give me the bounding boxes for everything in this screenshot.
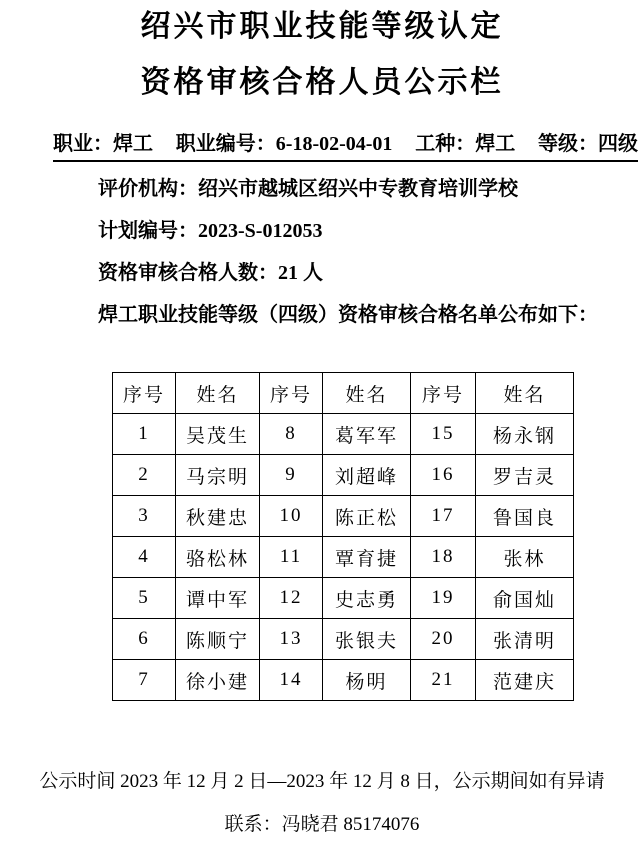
cell-name: 杨永钢	[476, 414, 574, 455]
footer-notice: 公示时间 2023 年 12 月 2 日—2023 年 12 月 8 日，公示期间如有异请	[39, 771, 605, 792]
detail-block	[98, 178, 644, 327]
job-level: 等级：四级	[537, 133, 638, 155]
cell-index: 11	[260, 537, 323, 578]
cell-index: 13	[260, 619, 323, 660]
cell-name: 骆松林	[176, 537, 260, 578]
job-occupation-code: 职业编号：6-18-02-04-01	[175, 133, 393, 155]
cell-name: 陈顺宁	[176, 619, 260, 660]
cell-index: 17	[411, 496, 476, 537]
cell-index: 9	[260, 455, 323, 496]
job-work-type: 工种：焊工	[415, 133, 516, 155]
col-header-name: 姓名	[323, 373, 411, 414]
table-body	[113, 414, 574, 701]
cell-name: 俞国灿	[476, 578, 574, 619]
cell-index: 6	[113, 619, 176, 660]
table-row	[113, 578, 574, 619]
cell-name: 马宗明	[176, 455, 260, 496]
table-header-row	[113, 373, 574, 414]
cell-index: 2	[113, 455, 176, 496]
table-row	[113, 537, 574, 578]
cell-name: 覃育捷	[323, 537, 411, 578]
table-row	[113, 496, 574, 537]
cell-name: 鲁国良	[476, 496, 574, 537]
cell-name: 范建庆	[476, 660, 574, 701]
table-row	[113, 660, 574, 701]
table-row	[113, 455, 574, 496]
cell-index: 3	[113, 496, 176, 537]
qualified-personnel-table	[112, 372, 574, 701]
cell-index: 4	[113, 537, 176, 578]
col-header-name: 姓名	[476, 373, 574, 414]
cell-name: 张银夫	[323, 619, 411, 660]
cell-index: 21	[411, 660, 476, 701]
cell-name: 陈正松	[323, 496, 411, 537]
col-header-name: 姓名	[176, 373, 260, 414]
detail-qualified-count: 资格审核合格人数：21 人	[98, 262, 323, 284]
job-occupation: 职业：焊工	[53, 133, 153, 155]
cell-index: 1	[113, 414, 176, 455]
cell-index: 18	[411, 537, 476, 578]
cell-name: 刘超峰	[323, 455, 411, 496]
cell-name: 秋建忠	[176, 496, 260, 537]
cell-name: 张林	[476, 537, 574, 578]
job-info-line	[53, 127, 638, 162]
detail-plan-number: 计划编号：2023-S-012053	[98, 220, 323, 242]
cell-index: 15	[411, 414, 476, 455]
cell-index: 19	[411, 578, 476, 619]
col-header-index: 序号	[113, 373, 176, 414]
cell-name: 吴茂生	[176, 414, 260, 455]
cell-index: 16	[411, 455, 476, 496]
cell-index: 8	[260, 414, 323, 455]
cell-name: 罗吉灵	[476, 455, 574, 496]
footer-contact: 联系：冯晓君 85174076	[224, 814, 420, 835]
document-title-line1: 绍兴市职业技能等级认定	[140, 10, 504, 43]
cell-name: 杨明	[323, 660, 411, 701]
cell-name: 史志勇	[323, 578, 411, 619]
cell-index: 14	[260, 660, 323, 701]
detail-evaluation-org: 评价机构：绍兴市越城区绍兴中专教育培训学校	[98, 178, 518, 200]
cell-index: 12	[260, 578, 323, 619]
table-row	[113, 414, 574, 455]
col-header-index: 序号	[260, 373, 323, 414]
col-header-index: 序号	[411, 373, 476, 414]
cell-index: 7	[113, 660, 176, 701]
cell-name: 葛军军	[323, 414, 411, 455]
cell-index: 10	[260, 496, 323, 537]
document-title-line2: 资格审核合格人员公示栏	[140, 66, 504, 99]
table-row	[113, 619, 574, 660]
detail-list-intro: 焊工职业技能等级（四级）资格审核合格名单公布如下：	[98, 304, 598, 326]
cell-index: 20	[411, 619, 476, 660]
cell-name: 谭中军	[176, 578, 260, 619]
cell-index: 5	[113, 578, 176, 619]
cell-name: 张清明	[476, 619, 574, 660]
cell-name: 徐小建	[176, 660, 260, 701]
